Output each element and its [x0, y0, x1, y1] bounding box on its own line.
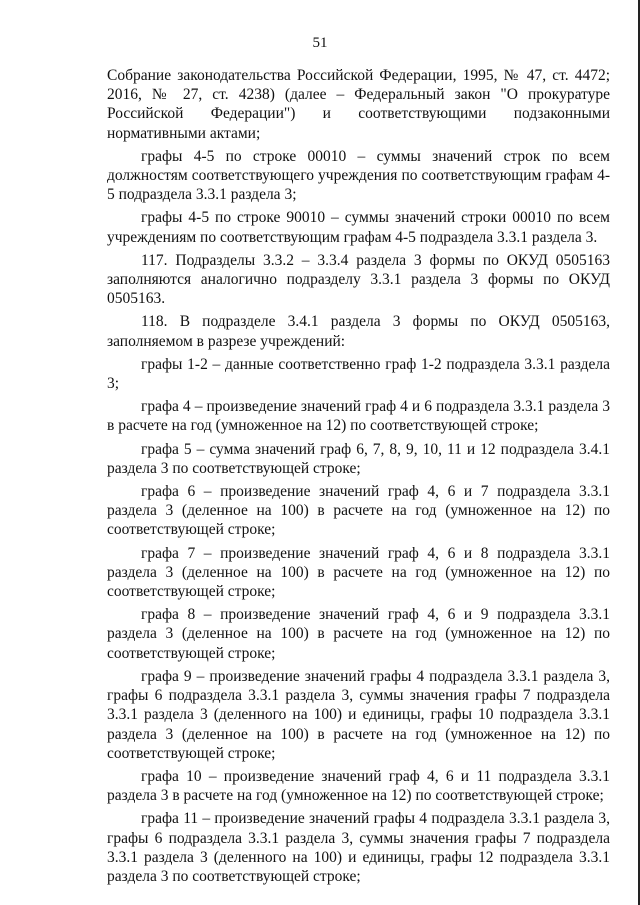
paragraph-item-118: 118. В подразделе 3.4.1 раздела 3 формы по ОКУД 0505163, заполняемом в разрезе учреждений: — [107, 313, 610, 350]
paragraph-columns-4-5-row-00010: графы 4-5 по строке 00010 – суммы значений строк по всем должностям соответствующего учреждения по соответствующим графам 4-5 подраздела 3.3.1 раздела 3; — [107, 147, 610, 204]
paragraph-column-5: графа 5 – сумма значений граф 6, 7, 8, 9, 10, 11 и 12 подраздела 3.4.1 раздела 3 по соответствующей строке; — [107, 440, 610, 477]
paragraph-column-4: графа 4 – произведение значений граф 4 и 6 подраздела 3.3.1 раздела 3 в расчете на год (умноженное на 12) по соответствующей строке; — [107, 398, 610, 435]
page-number: 51 — [312, 35, 328, 51]
document-body — [107, 66, 610, 890]
paragraph-column-8: графа 8 – произведение значений граф 4, 6 и 9 подраздела 3.3.1 раздела 3 (деленное на 100) в расчете на год (умноженное на 12) по соответствующей строке; — [107, 606, 610, 662]
paragraph-continuation: Собрание законодательства Российской Федерации, 1995, № 47, ст. 4472; 2016, № 27, ст. 4238) (далее – Федеральный закон "О прокуратуре Российской Федерации") и соответствующими подзаконными нормативными актами; — [107, 67, 610, 142]
paragraph-column-11: графа 11 – произведение значений графы 4 подраздела 3.3.1 раздела 3, графы 6 подраздела 3.3.1 раздела 3, суммы значения графы 7 подраздела 3.3.1 раздела 3 (деленного на 100) и единицы, графы 12 подраздела 3.3.1 раздела 3 по соответствующей строке; — [107, 810, 610, 885]
paragraph-columns-1-2: графы 1-2 – данные соответственно граф 1-2 подраздела 3.3.1 раздела 3; — [107, 355, 610, 393]
paragraph-item-117: 117. Подразделы 3.3.2 – 3.3.4 раздела 3 формы по ОКУД 0505163 заполняются аналогично подразделу 3.3.1 раздела 3 формы по ОКУД 0505163. — [107, 251, 610, 308]
paragraph-column-7: графа 7 – произведение значений граф 4, 6 и 8 подраздела 3.3.1 раздела 3 (деленное на 100) в расчете на год (умноженное на 12) по соответствующей строке; — [107, 544, 610, 601]
paragraph-column-6: графа 6 – произведение значений граф 4, 6 и 7 подраздела 3.3.1 раздела 3 (деленное на 100) в расчете на год (умноженное на 12) по соответствующей строке; — [107, 483, 610, 539]
paragraph-columns-4-5-row-90010: графы 4-5 по строке 90010 – суммы значений строки 00010 по всем учреждениям по соответствующим графам 4-5 подраздела 3.3.1 раздела 3. — [107, 209, 610, 246]
paragraph-column-10: графа 10 – произведение значений граф 4, 6 и 11 подраздела 3.3.1 раздела 3 в расчете на год (умноженное на 12) по соответствующей строке; — [107, 767, 610, 805]
paragraph-column-9: графа 9 – произведение значений графы 4 подраздела 3.3.1 раздела 3, графы 6 подраздела 3.3.1 раздела 3, суммы значения графы 7 подраздела 3.3.1 раздела 3 (деленного на 100) и единицы, графы 10 подраздела 3.3.1 раздела 3 (деленное на 100) в расчете на год (умноженное на 12) по соответствующей строке; — [107, 667, 610, 762]
